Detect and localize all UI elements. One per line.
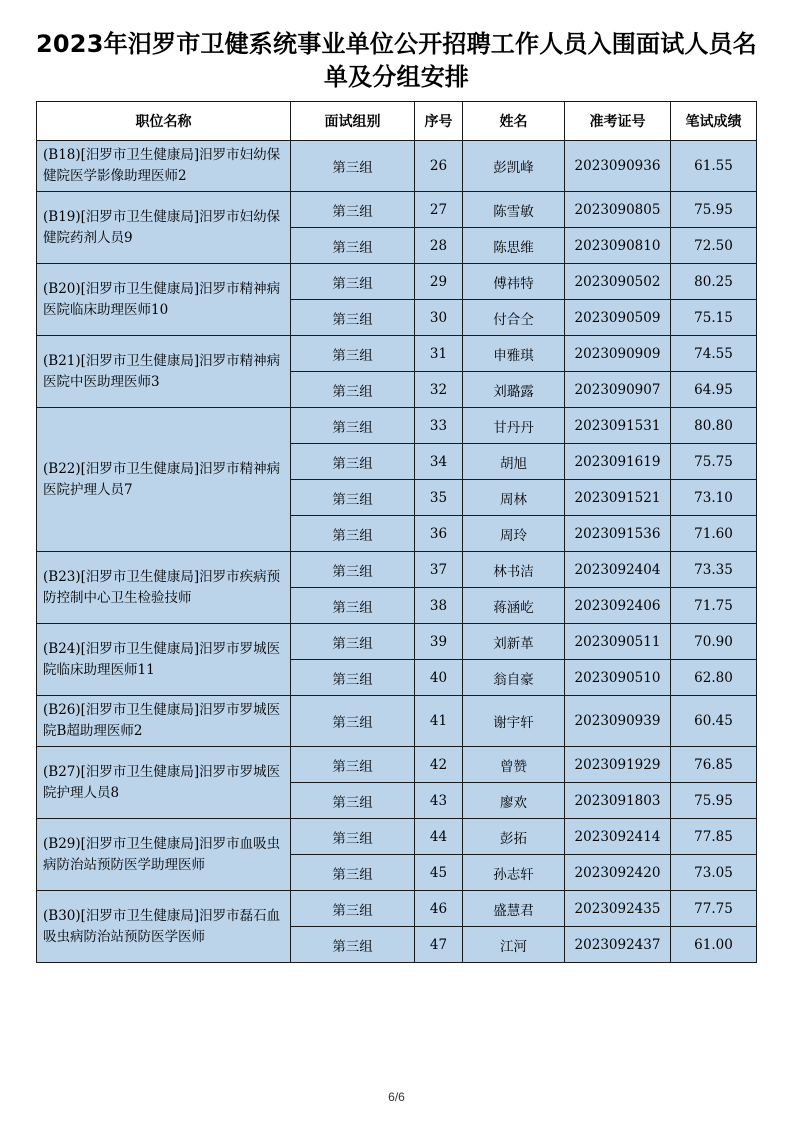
- table-row: [37, 819, 757, 855]
- exam-id-cell: 2023090909: [565, 336, 671, 372]
- interview-group-cell: 第三组: [291, 264, 415, 300]
- interview-group-cell: 第三组: [291, 783, 415, 819]
- candidate-name-cell: 申雅琪: [463, 336, 565, 372]
- exam-id-cell: 2023090810: [565, 228, 671, 264]
- exam-id-cell: 2023090939: [565, 696, 671, 747]
- sequence-cell: 42: [415, 747, 463, 783]
- position-name-cell: (B24)[汨罗市卫生健康局]汨罗市罗城医院临床助理医师11: [37, 624, 291, 696]
- position-name-cell: (B18)[汨罗市卫生健康局]汨罗市妇幼保健院医学影像助理医师2: [37, 141, 291, 192]
- exam-id-cell: 2023091803: [565, 783, 671, 819]
- written-score-cell: 75.15: [671, 300, 757, 336]
- sequence-cell: 44: [415, 819, 463, 855]
- exam-id-cell: 2023092420: [565, 855, 671, 891]
- interview-roster-table: [36, 101, 757, 963]
- written-score-cell: 71.60: [671, 516, 757, 552]
- written-score-cell: 77.85: [671, 819, 757, 855]
- written-score-cell: 80.80: [671, 408, 757, 444]
- candidate-name-cell: 曾赞: [463, 747, 565, 783]
- position-name-cell: (B20)[汨罗市卫生健康局]汨罗市精神病医院临床助理医师10: [37, 264, 291, 336]
- interview-group-cell: 第三组: [291, 192, 415, 228]
- exam-id-cell: 2023091521: [565, 480, 671, 516]
- exam-id-cell: 2023090509: [565, 300, 671, 336]
- interview-group-cell: 第三组: [291, 855, 415, 891]
- sequence-cell: 33: [415, 408, 463, 444]
- table-row: [37, 696, 757, 747]
- candidate-name-cell: 彭拓: [463, 819, 565, 855]
- header-interview-group: 面试组别: [291, 102, 415, 141]
- table-row: [37, 891, 757, 927]
- interview-group-cell: 第三组: [291, 336, 415, 372]
- sequence-cell: 29: [415, 264, 463, 300]
- exam-id-cell: 2023090805: [565, 192, 671, 228]
- table-row: [37, 408, 757, 444]
- table-row: [37, 336, 757, 372]
- interview-group-cell: 第三组: [291, 927, 415, 963]
- exam-id-cell: 2023090936: [565, 141, 671, 192]
- candidate-name-cell: 周玲: [463, 516, 565, 552]
- position-name-cell: (B22)[汨罗市卫生健康局]汨罗市精神病医院护理人员7: [37, 408, 291, 552]
- sequence-cell: 28: [415, 228, 463, 264]
- table-row: [37, 141, 757, 192]
- written-score-cell: 76.85: [671, 747, 757, 783]
- written-score-cell: 61.55: [671, 141, 757, 192]
- exam-id-cell: 2023092437: [565, 927, 671, 963]
- candidate-name-cell: 孙志轩: [463, 855, 565, 891]
- candidate-name-cell: 江河: [463, 927, 565, 963]
- candidate-name-cell: 刘璐露: [463, 372, 565, 408]
- table-body: [37, 141, 757, 963]
- candidate-name-cell: 付合仝: [463, 300, 565, 336]
- exam-id-cell: 2023090502: [565, 264, 671, 300]
- candidate-name-cell: 盛慧君: [463, 891, 565, 927]
- exam-id-cell: 2023091531: [565, 408, 671, 444]
- page-number: 6/6: [388, 1090, 405, 1104]
- candidate-name-cell: 傅祎特: [463, 264, 565, 300]
- written-score-cell: 73.10: [671, 480, 757, 516]
- written-score-cell: 77.75: [671, 891, 757, 927]
- candidate-name-cell: 翁自豪: [463, 660, 565, 696]
- position-name-cell: (B19)[汨罗市卫生健康局]汨罗市妇幼保健院药剂人员9: [37, 192, 291, 264]
- candidate-name-cell: 蒋涵屹: [463, 588, 565, 624]
- table-row: [37, 624, 757, 660]
- candidate-name-cell: 陈思维: [463, 228, 565, 264]
- exam-id-cell: 2023092406: [565, 588, 671, 624]
- sequence-cell: 36: [415, 516, 463, 552]
- candidate-name-cell: 廖欢: [463, 783, 565, 819]
- written-score-cell: 75.95: [671, 783, 757, 819]
- header-exam-id: 准考证号: [565, 102, 671, 141]
- sequence-cell: 47: [415, 927, 463, 963]
- header-written-score: 笔试成绩: [671, 102, 757, 141]
- candidate-name-cell: 谢宇轩: [463, 696, 565, 747]
- title-line-1: 2023年汨罗市卫健系统事业单位公开招聘工作人员入围面试人员名: [36, 30, 757, 58]
- written-score-cell: 61.00: [671, 927, 757, 963]
- position-name-cell: (B29)[汨罗市卫生健康局]汨罗市血吸虫病防治站预防医学助理医师: [37, 819, 291, 891]
- sequence-cell: 40: [415, 660, 463, 696]
- written-score-cell: 64.95: [671, 372, 757, 408]
- interview-group-cell: 第三组: [291, 516, 415, 552]
- document-title: [20, 28, 773, 94]
- written-score-cell: 75.75: [671, 444, 757, 480]
- interview-group-cell: 第三组: [291, 660, 415, 696]
- written-score-cell: 70.90: [671, 624, 757, 660]
- exam-id-cell: 2023092404: [565, 552, 671, 588]
- exam-id-cell: 2023092414: [565, 819, 671, 855]
- exam-id-cell: 2023091536: [565, 516, 671, 552]
- written-score-cell: 73.35: [671, 552, 757, 588]
- written-score-cell: 62.80: [671, 660, 757, 696]
- position-name-cell: (B27)[汨罗市卫生健康局]汨罗市罗城医院护理人员8: [37, 747, 291, 819]
- interview-group-cell: 第三组: [291, 480, 415, 516]
- table-row: [37, 552, 757, 588]
- interview-group-cell: 第三组: [291, 300, 415, 336]
- interview-group-cell: 第三组: [291, 372, 415, 408]
- interview-group-cell: 第三组: [291, 228, 415, 264]
- table-header-row: [37, 102, 757, 141]
- interview-group-cell: 第三组: [291, 552, 415, 588]
- sequence-cell: 43: [415, 783, 463, 819]
- sequence-cell: 32: [415, 372, 463, 408]
- candidate-name-cell: 林书洁: [463, 552, 565, 588]
- sequence-cell: 41: [415, 696, 463, 747]
- interview-group-cell: 第三组: [291, 747, 415, 783]
- title-line-2: 单及分组安排: [323, 63, 470, 91]
- sequence-cell: 30: [415, 300, 463, 336]
- sequence-cell: 46: [415, 891, 463, 927]
- sequence-cell: 26: [415, 141, 463, 192]
- sequence-cell: 39: [415, 624, 463, 660]
- exam-id-cell: 2023090510: [565, 660, 671, 696]
- interview-group-cell: 第三组: [291, 444, 415, 480]
- written-score-cell: 73.05: [671, 855, 757, 891]
- position-name-cell: (B30)[汨罗市卫生健康局]汨罗市磊石血吸虫病防治站预防医学医师: [37, 891, 291, 963]
- sequence-cell: 27: [415, 192, 463, 228]
- exam-id-cell: 2023090511: [565, 624, 671, 660]
- header-name: 姓名: [463, 102, 565, 141]
- interview-group-cell: 第三组: [291, 141, 415, 192]
- written-score-cell: 74.55: [671, 336, 757, 372]
- header-sequence: 序号: [415, 102, 463, 141]
- written-score-cell: 72.50: [671, 228, 757, 264]
- written-score-cell: 60.45: [671, 696, 757, 747]
- exam-id-cell: 2023091619: [565, 444, 671, 480]
- sequence-cell: 35: [415, 480, 463, 516]
- exam-id-cell: 2023091929: [565, 747, 671, 783]
- table-row: [37, 192, 757, 228]
- candidate-name-cell: 周林: [463, 480, 565, 516]
- sequence-cell: 37: [415, 552, 463, 588]
- table-row: [37, 264, 757, 300]
- candidate-name-cell: 彭凯峰: [463, 141, 565, 192]
- position-name-cell: (B23)[汨罗市卫生健康局]汨罗市疾病预防控制中心卫生检验技师: [37, 552, 291, 624]
- interview-group-cell: 第三组: [291, 408, 415, 444]
- written-score-cell: 80.25: [671, 264, 757, 300]
- written-score-cell: 71.75: [671, 588, 757, 624]
- candidate-name-cell: 陈雪敏: [463, 192, 565, 228]
- exam-id-cell: 2023090907: [565, 372, 671, 408]
- interview-group-cell: 第三组: [291, 819, 415, 855]
- table-row: [37, 747, 757, 783]
- sequence-cell: 45: [415, 855, 463, 891]
- candidate-name-cell: 胡旭: [463, 444, 565, 480]
- interview-group-cell: 第三组: [291, 588, 415, 624]
- candidate-name-cell: 甘丹丹: [463, 408, 565, 444]
- interview-group-cell: 第三组: [291, 624, 415, 660]
- written-score-cell: 75.95: [671, 192, 757, 228]
- position-name-cell: (B26)[汨罗市卫生健康局]汨罗市罗城医院B超助理医师2: [37, 696, 291, 747]
- sequence-cell: 31: [415, 336, 463, 372]
- sequence-cell: 38: [415, 588, 463, 624]
- candidate-name-cell: 刘新革: [463, 624, 565, 660]
- header-position: 职位名称: [37, 102, 291, 141]
- interview-group-cell: 第三组: [291, 891, 415, 927]
- sequence-cell: 34: [415, 444, 463, 480]
- position-name-cell: (B21)[汨罗市卫生健康局]汨罗市精神病医院中医助理医师3: [37, 336, 291, 408]
- exam-id-cell: 2023092435: [565, 891, 671, 927]
- interview-group-cell: 第三组: [291, 696, 415, 747]
